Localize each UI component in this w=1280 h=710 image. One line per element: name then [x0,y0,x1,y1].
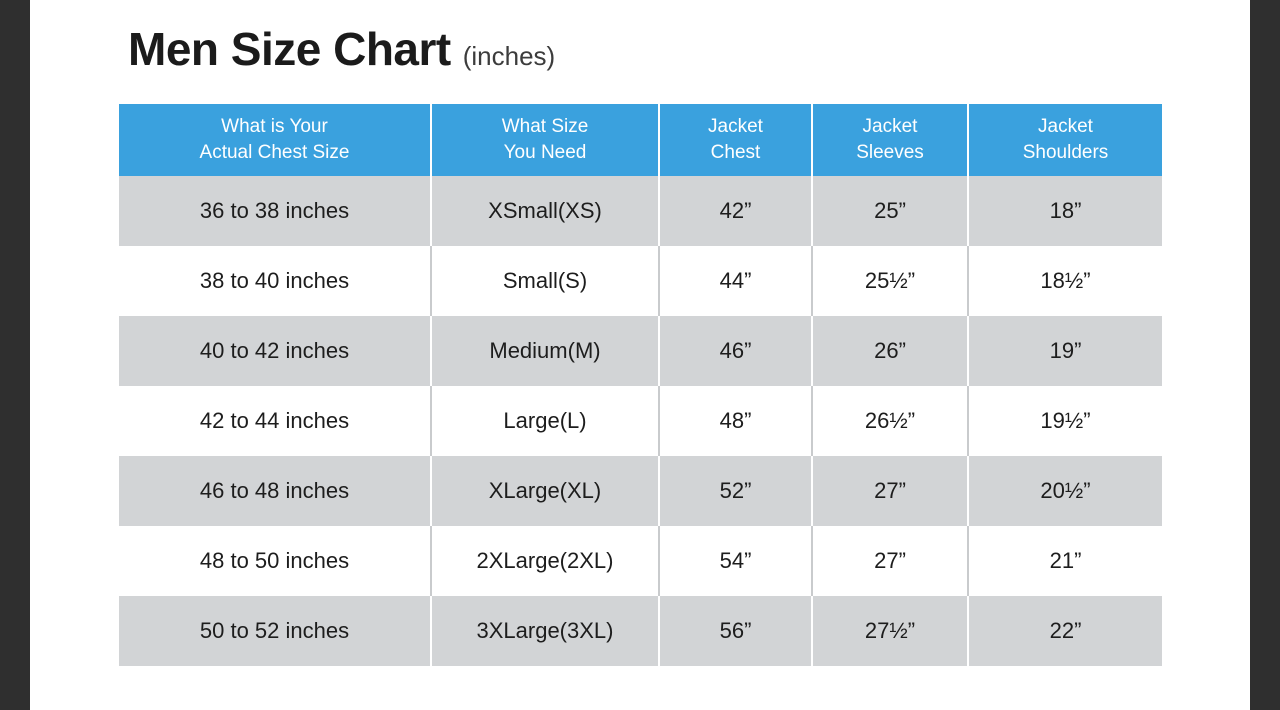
cell-jacket-sleeves: 25½” [813,246,969,316]
table-row [119,316,1162,386]
column-header-line-1: What Size [501,116,589,138]
table-row [119,526,1162,596]
table-header-row [119,104,1162,176]
table-row [119,386,1162,456]
column-header-line-1: Jacket [1038,116,1093,138]
cell-jacket-shoulders: 18” [969,176,1162,246]
table-row [119,246,1162,316]
cell-jacket-chest: 46” [660,316,813,386]
cell-jacket-chest: 54” [660,526,813,596]
table-row [119,456,1162,526]
cell-jacket-chest: 52” [660,456,813,526]
cell-jacket-shoulders: 18½” [969,246,1162,316]
cell-size-needed: Large(L) [432,386,660,456]
cell-jacket-sleeves: 27” [813,526,969,596]
cell-jacket-shoulders: 20½” [969,456,1162,526]
cell-jacket-shoulders: 21” [969,526,1162,596]
cell-jacket-shoulders: 22” [969,596,1162,666]
cell-actual-chest: 36 to 38 inches [119,176,432,246]
cell-size-needed: 3XLarge(3XL) [432,596,660,666]
page-title [128,22,555,76]
column-header-line-2: Sleeves [856,142,924,163]
page-title-units: (inches) [462,41,556,71]
cell-size-needed: XSmall(XS) [432,176,660,246]
cell-jacket-sleeves: 25” [813,176,969,246]
cell-actual-chest: 40 to 42 inches [119,316,432,386]
cell-size-needed: XLarge(XL) [432,456,660,526]
cell-jacket-sleeves: 27½” [813,596,969,666]
column-header-size-needed [432,104,660,176]
cell-actual-chest: 42 to 44 inches [119,386,432,456]
column-header-line-1: Jacket [708,116,763,138]
column-header-line-1: What is Your [221,116,328,138]
cell-actual-chest: 38 to 40 inches [119,246,432,316]
column-header-jacket-chest [660,104,813,176]
column-header-jacket-sleeves [813,104,969,176]
table-row [119,596,1162,666]
right-letterbox-bar [1250,0,1280,710]
cell-jacket-chest: 44” [660,246,813,316]
column-header-line-2: Chest [710,142,761,163]
page-title-main: Men Size Chart [128,23,451,75]
table-header [119,104,1162,176]
cell-jacket-chest: 48” [660,386,813,456]
column-header-line-2: Actual Chest Size [199,142,350,163]
cell-actual-chest: 48 to 50 inches [119,526,432,596]
cell-size-needed: Small(S) [432,246,660,316]
column-header-actual-chest [119,104,432,176]
cell-jacket-sleeves: 26” [813,316,969,386]
table-row [119,176,1162,246]
cell-jacket-chest: 56” [660,596,813,666]
left-letterbox-bar [0,0,30,710]
cell-jacket-shoulders: 19½” [969,386,1162,456]
column-header-line-2: Shoulders [1022,142,1109,163]
table-body [119,176,1162,666]
cell-jacket-chest: 42” [660,176,813,246]
cell-actual-chest: 46 to 48 inches [119,456,432,526]
cell-jacket-sleeves: 26½” [813,386,969,456]
column-header-line-2: You Need [503,142,587,163]
cell-jacket-shoulders: 19” [969,316,1162,386]
column-header-jacket-shoulders [969,104,1162,176]
cell-jacket-sleeves: 27” [813,456,969,526]
cell-size-needed: 2XLarge(2XL) [432,526,660,596]
column-header-line-1: Jacket [862,116,918,138]
cell-size-needed: Medium(M) [432,316,660,386]
men-size-chart-table [119,104,1162,666]
cell-actual-chest: 50 to 52 inches [119,596,432,666]
size-chart-sheet [30,0,1250,710]
